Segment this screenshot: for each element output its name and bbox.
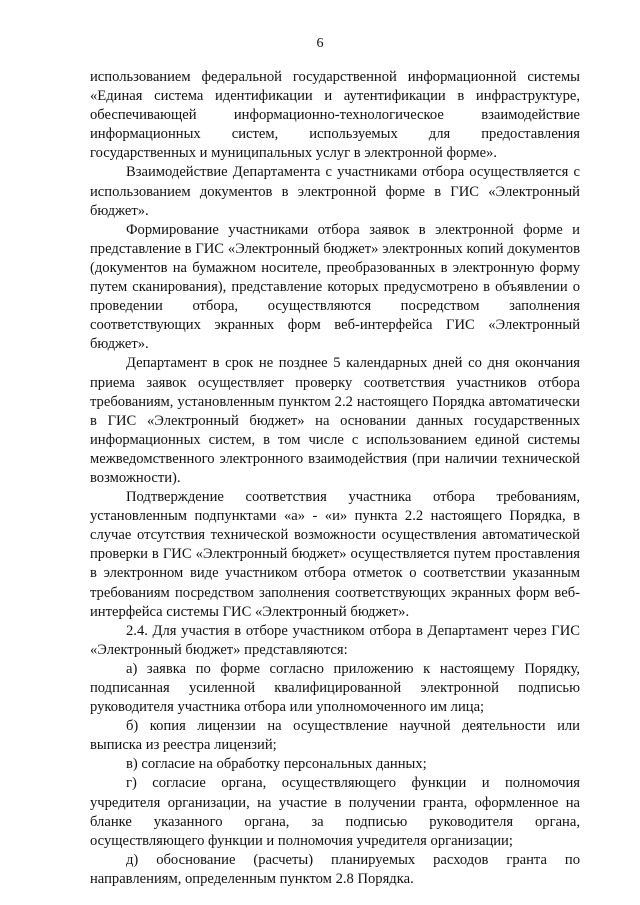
paragraph-continuation: использованием федеральной государственной информационной системы «Единая система идентификации и аутентификации в инфраструктуре, обеспечивающей информационно-технологическое взаимодействие информационных систем, используемых для предоставления государственных и муниципальных услуг в электронной форме».: [90, 69, 580, 162]
list-item-a: а) заявка по форме согласно приложению к настоящему Порядку, подписанная усиленной квалифицированной электронной подписью руководителя участника отбора или уполномоченного им лица;: [90, 660, 580, 716]
paragraph-department-check: Департамент в срок не позднее 5 календарных дней со дня окончания приема заявок осуществляет проверку соответствия участников отбора требованиям, установленным пунктом 2.2 настоящего Порядка автоматически в ГИС «Электронный бюджет» на основании данных государственных информационных систем, в том числе с использованием единой системы межведомственного электронного взаимодействия (при наличии технической возможности).: [90, 355, 580, 486]
list-item-v: в) согласие на обработку персональных данных;: [126, 756, 427, 773]
list-item-d: д) обоснование (расчеты) планируемых расходов гранта по направлениям, определенным пунктом 2.8 Порядка.: [90, 851, 580, 887]
paragraph-confirmation: Подтверждение соответствия участника отбора требованиям, установленным подпунктами «а» - «и» пункта 2.2 настоящего Порядка, в случае отсутствия технической возможности осуществления автоматической проверки в ГИС «Электронный бюджет» осуществляется путем проставления в электронном виде участником отбора отметок о соответствии указанным требованиям посредством заполнения соответствующих экранных форм веб-интерфейса системы ГИС «Электронный бюджет».: [90, 489, 580, 620]
page-number: 6: [316, 36, 324, 51]
paragraph-interaction: Взаимодействие Департамента с участниками отбора осуществляется с использованием документов в электронной форме в ГИС «Электронный бюджет».: [90, 164, 580, 219]
list-item-b: б) копия лицензии на осуществление научной деятельности или выписка из реестра лицензий;: [90, 718, 580, 754]
list-item-g: г) согласие органа, осуществляющего функции и полномочия учредителя организации, на участие в получении гранта, оформленное на бланке указанного органа, за подписью руководителя органа, осуществляющего функции и полномочия учредителя организации;: [90, 775, 580, 849]
paragraph-section-2-4: 2.4. Для участия в отборе участником отбора в Департамент через ГИС «Электронный бюджет» представляются:: [90, 622, 580, 658]
paragraph-application-forming: Формирование участниками отбора заявок в электронной форме и представление в ГИС «Электронный бюджет» электронных копий документов (документов на бумажном носителе, преобразованных в электронную форму путем сканирования), представление которых предусмотрено в объявлении о проведении отбора, осуществляются посредством заполнения соответствующих экранных форм веб-интерфейса ГИС «Электронный бюджет».: [90, 221, 580, 353]
document-body: [90, 68, 580, 889]
